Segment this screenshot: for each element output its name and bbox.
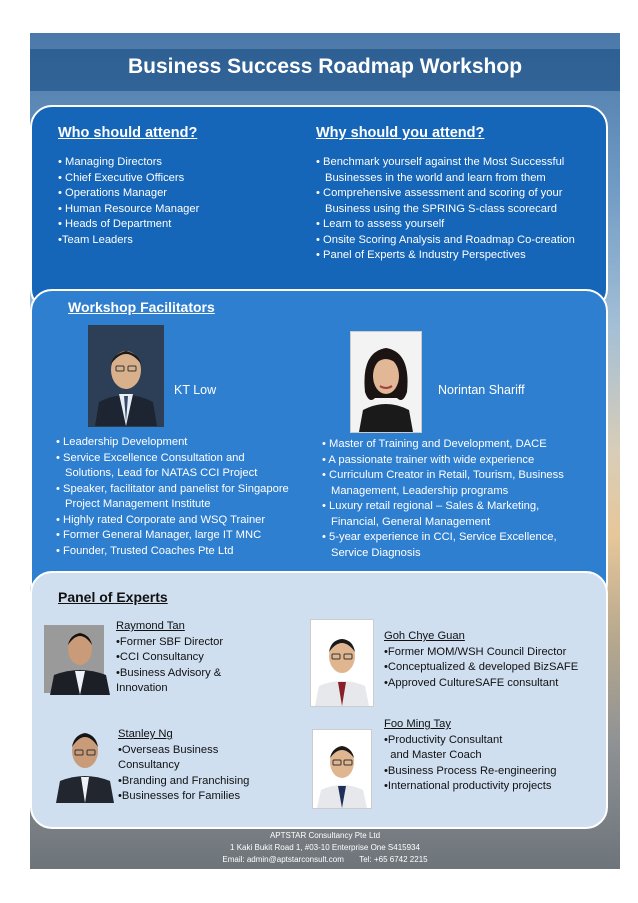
list-item: • Founder, Trusted Coaches Pte Ltd: [56, 544, 234, 557]
expert-name: Raymond Tan: [116, 620, 185, 632]
list-item: • Panel of Experts & Industry Perspectives: [316, 249, 526, 261]
expert-name: Foo Ming Tay: [384, 718, 451, 730]
facilitators-heading: Workshop Facilitators: [68, 299, 215, 315]
facilitators-panel: [30, 289, 608, 605]
list-item: • Service Excellence Consultation and Solutions, Lead for NATAS CCI Project: [56, 451, 258, 479]
kt-low-list: [56, 435, 292, 559]
list-item: • A passionate trainer with wide experience: [322, 453, 535, 466]
norintan-photo: [350, 331, 422, 433]
goh-photo: [310, 619, 374, 707]
expert-line: •Businesses for Families: [118, 790, 241, 802]
foo-block: [384, 717, 556, 795]
raymond-block: [116, 619, 223, 697]
expert-line: Consultancy: [118, 759, 180, 771]
footer-contact: Email: admin@aptstarconsult.com Tel: +65 6742 2215: [222, 855, 428, 864]
goh-block: [384, 629, 578, 691]
expert-line: and Master Coach: [384, 749, 482, 761]
list-item: • Chief Executive Officers: [58, 171, 185, 184]
kt-low-photo: [88, 325, 164, 427]
stanley-photo: [52, 715, 118, 803]
expert-line: •Conceptualized & developed BizSAFE: [384, 661, 579, 673]
kt-low-name: KT Low: [174, 383, 217, 397]
footer-address: 1 Kaki Bukit Road 1, #03-10 Enterprise One S415934: [230, 843, 420, 852]
experts-panel: [30, 571, 608, 829]
list-item: •Team Leaders: [58, 233, 133, 246]
attend-panel: [30, 105, 608, 311]
who-heading: Who should attend?: [58, 125, 198, 141]
list-item: • Speaker, facilitator and panelist for Singapore Project Management Institute: [56, 482, 289, 510]
list-item: • Former General Manager, large IT MNC: [56, 529, 262, 541]
stanley-block: [118, 727, 249, 805]
expert-line: •Overseas Business: [118, 743, 219, 756]
expert-line: •CCI Consultancy: [116, 651, 204, 663]
expert-line: •Productivity Consultant: [384, 733, 503, 746]
list-item: • Benchmark yourself against the Most Successful Businesses in the world and learn from them: [316, 156, 565, 184]
norintan-name: Norintan Shariff: [438, 383, 525, 397]
expert-line: •Branding and Franchising: [118, 774, 250, 787]
footer: [30, 830, 620, 866]
list-item: • Learn to assess yourself: [316, 218, 445, 230]
experts-heading: Panel of Experts: [58, 589, 168, 605]
foo-photo: [312, 729, 372, 809]
list-item: • Managing Directors: [58, 156, 163, 168]
list-item: • Leadership Development: [56, 436, 188, 448]
expert-line: •Business Advisory &: [116, 666, 222, 679]
list-item: • Operations Manager: [58, 187, 168, 199]
list-item: • Human Resource Manager: [58, 202, 200, 215]
who-list: [58, 155, 308, 248]
page-title: Business Success Roadmap Workshop: [127, 55, 523, 78]
list-item: • Master of Training and Development, DACE: [322, 438, 547, 450]
expert-line: •Former MOM/WSH Council Director: [384, 645, 567, 658]
list-item: • Luxury retail regional – Sales & Marketing, Financial, General Management: [322, 500, 540, 528]
expert-line: •International productivity projects: [384, 780, 552, 792]
why-heading: Why should you attend?: [316, 125, 485, 141]
footer-company: APTSTAR Consultancy Pte Ltd: [269, 831, 381, 840]
list-item: • Comprehensive assessment and scoring of your Business using the SPRING S-class scorecard: [316, 187, 563, 215]
expert-line: •Former SBF Director: [116, 635, 224, 648]
expert-name: Goh Chye Guan: [384, 630, 465, 642]
list-item: • Curriculum Creator in Retail, Tourism, Business Management, Leadership programs: [322, 469, 564, 497]
flyer: [30, 33, 620, 869]
list-item: • Highly rated Corporate and WSQ Trainer: [56, 513, 266, 526]
why-list: [316, 155, 596, 264]
expert-line: •Business Process Re-engineering: [384, 764, 557, 777]
list-item: • Onsite Scoring Analysis and Roadmap Co-creation: [316, 233, 575, 246]
expert-line: Innovation: [116, 682, 168, 694]
raymond-photo: [44, 619, 116, 695]
list-item: • 5-year experience in CCI, Service Excellence, Service Diagnosis: [322, 531, 557, 559]
title-bar: [30, 49, 620, 91]
expert-name: Stanley Ng: [118, 728, 173, 740]
norintan-list: [322, 437, 584, 561]
list-item: • Heads of Department: [58, 218, 172, 230]
expert-line: •Approved CultureSAFE consultant: [384, 676, 559, 689]
